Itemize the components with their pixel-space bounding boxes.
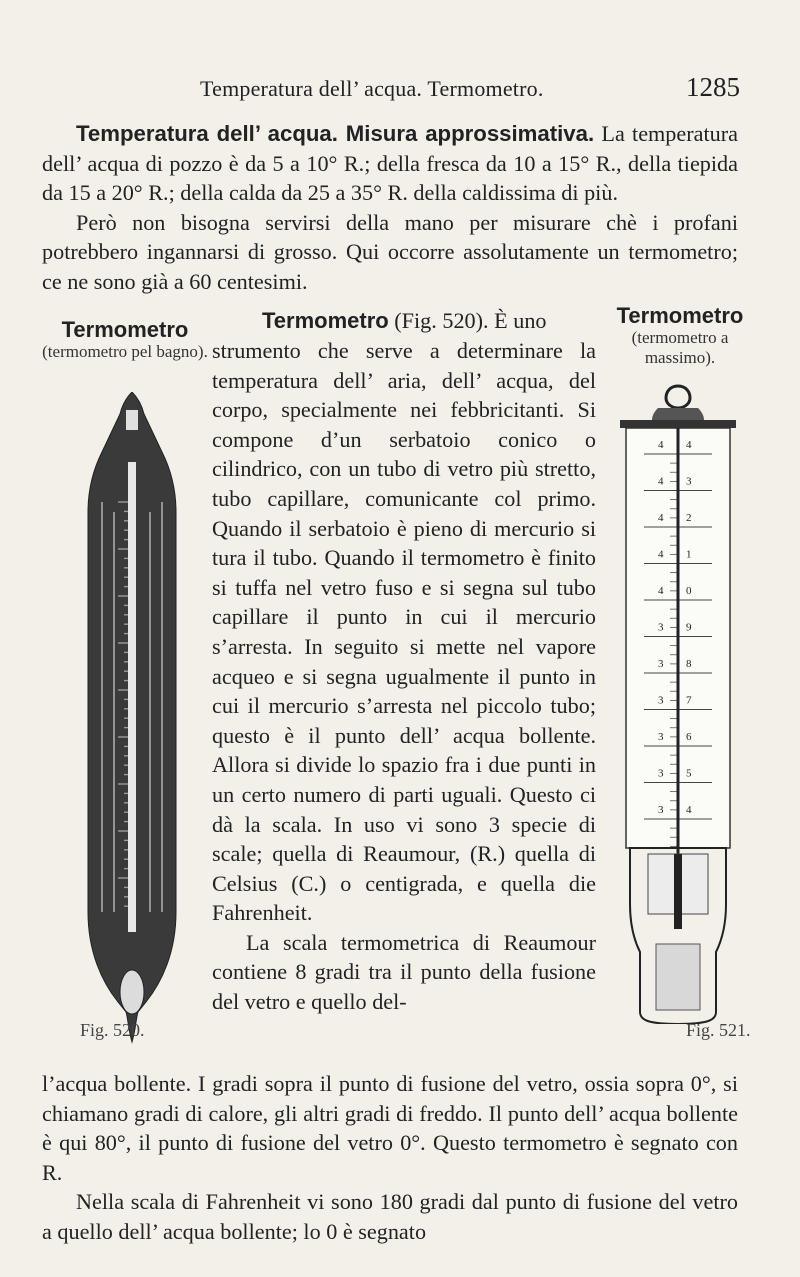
running-header — [200, 72, 740, 112]
scale-label-right: 0 — [686, 585, 692, 597]
scale-label-right: 7 — [686, 694, 692, 707]
scale-label-left: 4 — [658, 512, 664, 524]
closing-paragraph-1: l’acqua bollente. I gradi sopra il punto di fusione del vetro, ossia sopra 0°, si chiamano gradi di calore, gli altri gradi di freddo. Il punto dell’ acqua bollente è qui 80°, il punto di fusione del vetro 0°. Questo termometro è segnato con R. — [42, 1071, 738, 1185]
bath-thermometer-illustration — [82, 392, 182, 1052]
closing-section — [42, 1069, 738, 1247]
scale-label-left: 3 — [658, 731, 664, 743]
scale-label-left: 3 — [658, 694, 664, 707]
page-number: 1285 — [686, 72, 740, 102]
intro-paragraph — [42, 119, 738, 208]
scale-label-right: 5 — [686, 767, 692, 780]
scale-label-right: 2 — [686, 512, 692, 524]
scale-label-right: 6 — [686, 731, 692, 743]
side-note-left — [40, 318, 210, 362]
scale-label-left: 4 — [658, 585, 664, 597]
warning-paragraph: Però non bisogna servirsi della mano per misurare chè i profani potrebbero ingannarsi di grosso. Qui occorre assolutamente un termometro; ce ne sono già a 60 centesimi. — [42, 209, 738, 294]
thermometer-heading: Termometro — [262, 308, 389, 333]
side-note-left-subtitle: (termometro pel bagno). — [42, 342, 208, 361]
scale-label-left: 4 — [658, 439, 664, 451]
scale-label-left: 3 — [658, 804, 664, 816]
section-heading: Temperatura dell’ acqua. Misura approssimativa. — [76, 121, 595, 146]
maximum-thermometer-illustration — [618, 384, 738, 1024]
scale-label-left: 3 — [658, 621, 664, 634]
side-note-left-title: Termometro — [61, 317, 189, 342]
figure-520-caption: Fig. 520. — [80, 1020, 145, 1040]
scale-label-right: 8 — [686, 658, 692, 670]
scale-label-right: 3 — [686, 475, 692, 488]
intro-section — [42, 119, 738, 297]
scale-label-left: 4 — [658, 548, 664, 561]
scale-label-left: 4 — [658, 475, 664, 488]
thermometer-heading-rest: (Fig. 520). È uno — [388, 308, 547, 333]
intro-text: La temperatura dell’ acqua di pozzo è da 5 a 10° R.; della fresca da 10 a 15° R., della tiepida da 15 a 20° R.; della calda da 25 a 35° R. della caldissima di più. — [42, 121, 738, 206]
closing-paragraph-2: Nella scala di Fahrenheit vi sono 180 gradi dal punto di fusione del vetro a quello dell’ acqua bollente; lo 0 è segnato — [42, 1189, 738, 1244]
scale-label-right: 4 — [686, 439, 692, 451]
scale-label-right: 9 — [686, 621, 692, 634]
scale-label-left: 3 — [658, 658, 664, 670]
thermometer-description — [212, 336, 596, 1017]
running-title: Temperatura dell’ acqua. Termometro. — [200, 76, 544, 101]
thermometer-body: strumento che serve a determinare la temperatura dell’ aria, dell’ acqua, del corpo, specialmente nei febbricitanti. Si compone d’un serbatoio conico o cilindrico, con un tubo di vetro più stretto, tubo capillare, comunicante col primo. Quando il serbatoio è pieno di mercurio si tura il tubo. Quando il termometro è finito si tuffa nel vetro fuso e si segna sul tubo capillare il punto in cui il mercurio s’arresta. In seguito si mette nel vapore acqueo e si segna ugualmente il punto in cui il mercurio s’arresta nel piccolo tubo; questo è il punto dell’ acqua bollente. Allora si divide lo spazio fra i due punti in un certo numero di parti uguali. Questo ci dà la scala. In uso vi sono 3 specie di scale; quella di Reaumour, (R.) quella di Celsius (C.) o centigrada, e quella die Fahrenheit. — [212, 338, 596, 926]
figure-521-caption: Fig. 521. — [686, 1020, 751, 1040]
side-note-right-subtitle: (termometro a massimo). — [631, 328, 729, 367]
side-note-right — [598, 304, 762, 368]
thermometer-heading-line — [212, 306, 596, 336]
side-note-right-title: Termometro — [616, 303, 744, 328]
scale-label-right: 1 — [686, 548, 692, 561]
reaumur-paragraph: La scala termometrica di Reaumour contiene 8 gradi tra il punto della fusione del vetro e quello del- — [212, 929, 596, 1015]
scale-label-right: 4 — [686, 804, 692, 816]
scale-label-left: 3 — [658, 767, 664, 780]
